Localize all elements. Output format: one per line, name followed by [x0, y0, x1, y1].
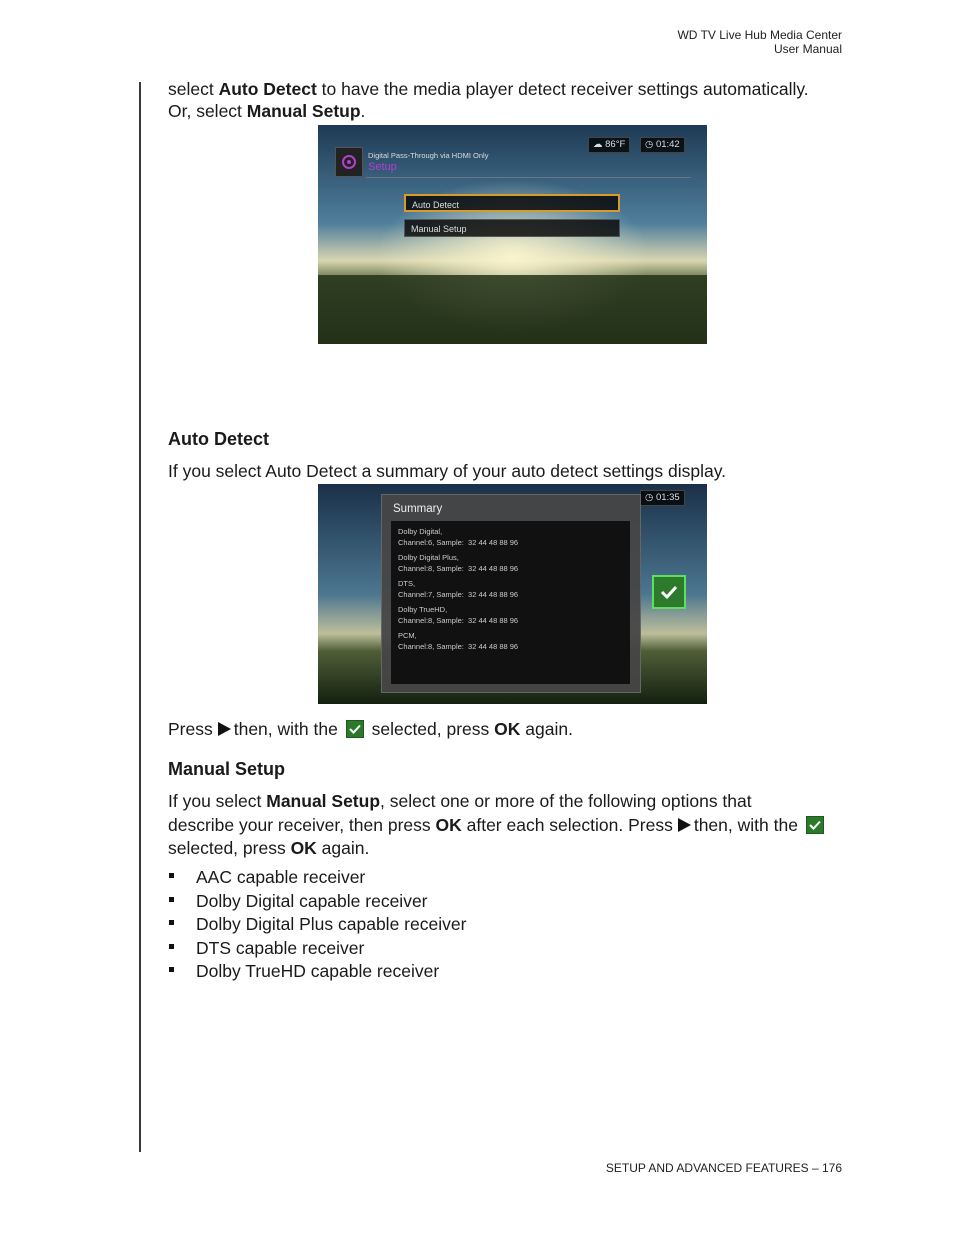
receiver-options-list [168, 866, 466, 984]
manual-text-1: If you select [168, 791, 267, 811]
auto-detect-heading: Auto Detect [168, 429, 270, 449]
manual-text-3: describe your receiver, then press [168, 814, 436, 835]
bullet-icon [169, 920, 174, 925]
summary-entry [398, 553, 518, 574]
summary-entry-name: PCM, [398, 631, 417, 640]
manual-text-6: selected, press [168, 838, 291, 858]
summary-entry-name: Dolby TrueHD, [398, 605, 448, 614]
summary-entry-detail: Channel:8, Sample: [398, 641, 464, 651]
checkmark-icon [346, 720, 364, 738]
summary-entry-detail: Channel:8, Sample: [398, 563, 464, 573]
intro-bold-manual-setup: Manual Setup [246, 101, 361, 121]
setup-menu-screenshot [318, 125, 707, 344]
summary-entry [398, 579, 518, 600]
summary-entry [398, 605, 518, 626]
intro-text-2: to have the media player detect receiver settings automatically. [316, 79, 809, 99]
list-item-text: Dolby TrueHD capable receiver [196, 961, 440, 981]
list-item-text: Dolby Digital Plus capable receiver [196, 914, 467, 934]
intro-text-3: Or, select [168, 101, 247, 121]
weather-temperature: 86°F [605, 139, 626, 150]
header-document-title: User Manual [773, 42, 842, 56]
auto-detect-body: If you select Auto Detect a summary of your auto detect settings display. [168, 461, 727, 481]
summary-entry-detail: Channel:8, Sample: [398, 615, 464, 625]
intro-bold-auto-detect: Auto Detect [218, 79, 317, 99]
manual-setup-heading: Manual Setup [168, 759, 286, 779]
summary-entry [398, 631, 518, 652]
summary-entry-detail: Channel:6, Sample: [398, 537, 464, 547]
summary-entry-rates: 32 44 48 88 96 [468, 563, 519, 573]
title-divider [366, 177, 691, 178]
press-ok-instruction [168, 718, 848, 740]
press-ok-bold: OK [494, 719, 521, 739]
bullet-icon [169, 897, 174, 902]
weather-icon: ☁ [593, 139, 603, 150]
intro-paragraph [168, 78, 848, 122]
header-product-title: WD TV Live Hub Media Center [677, 28, 842, 42]
summary-entry-name: DTS, [398, 579, 416, 588]
list-item [168, 937, 466, 961]
summary-entry-name: Dolby Digital Plus, [398, 553, 459, 562]
bullet-icon [169, 944, 174, 949]
manual-text-5: then, with the [693, 814, 798, 835]
summary-entry [398, 527, 518, 548]
bullet-icon [169, 967, 174, 972]
intro-text-1: select [168, 79, 219, 99]
summary-entry-name: Dolby Digital, [398, 527, 443, 536]
manual-bold-ok-2: OK [290, 838, 317, 858]
clock-icon: ◷ [645, 139, 654, 150]
menu-item-auto-detect[interactable]: Auto Detect [404, 194, 620, 212]
play-arrow-icon [678, 818, 691, 832]
intro-text-4: . [360, 101, 366, 121]
setup-gear-icon [335, 147, 363, 177]
press-text-2: then, with the [233, 719, 338, 739]
page-header [677, 28, 842, 56]
margin-rule [139, 82, 141, 1152]
clock-icon: ◷ [645, 492, 654, 503]
summary-list [391, 521, 630, 684]
clock-indicator-2 [640, 490, 685, 506]
manual-setup-body [168, 790, 848, 861]
list-item [168, 866, 466, 890]
list-item-text: Dolby Digital capable receiver [196, 890, 428, 911]
manual-text-7: again. [316, 838, 370, 858]
summary-panel [381, 494, 641, 693]
summary-title: Summary [393, 503, 443, 515]
manual-bold-manual-setup: Manual Setup [266, 791, 381, 811]
summary-entry-rates: 32 44 48 88 96 [468, 641, 519, 651]
list-item-text: DTS capable receiver [196, 937, 365, 958]
list-item-text: AAC capable receiver [196, 867, 366, 887]
list-item [168, 890, 466, 914]
bullet-icon [169, 873, 174, 878]
list-item [168, 960, 466, 984]
clock-indicator [640, 137, 685, 153]
summary-screenshot [318, 484, 707, 704]
list-item [168, 913, 466, 937]
play-arrow-icon [218, 722, 231, 736]
menu-item-manual-setup[interactable]: Manual Setup [404, 219, 620, 237]
manual-text-4: after each selection. Press [461, 814, 673, 835]
press-text-1: Press [168, 719, 213, 739]
setup-title: Setup [368, 161, 397, 173]
checkmark-icon [806, 816, 824, 834]
clock-time-2: 01:35 [655, 492, 680, 503]
checkmark-icon [654, 577, 684, 607]
clock-time: 01:42 [655, 139, 680, 150]
weather-indicator [588, 137, 630, 153]
setup-breadcrumb: Digital Pass-Through via HDMI Only [368, 151, 489, 160]
page-footer: SETUP AND ADVANCED FEATURES – 176 [605, 1161, 842, 1175]
summary-entry-rates: 32 44 48 88 96 [468, 537, 519, 547]
summary-entry-rates: 32 44 48 88 96 [468, 589, 519, 599]
confirm-check-button[interactable] [652, 575, 686, 609]
manual-bold-ok: OK [435, 814, 462, 835]
press-text-4: again. [525, 719, 573, 739]
summary-entry-rates: 32 44 48 88 96 [468, 615, 519, 625]
summary-entry-detail: Channel:7, Sample: [398, 589, 464, 599]
press-text-3: selected, press [371, 719, 490, 739]
manual-text-2: , select one or more of the following options that [380, 791, 752, 811]
